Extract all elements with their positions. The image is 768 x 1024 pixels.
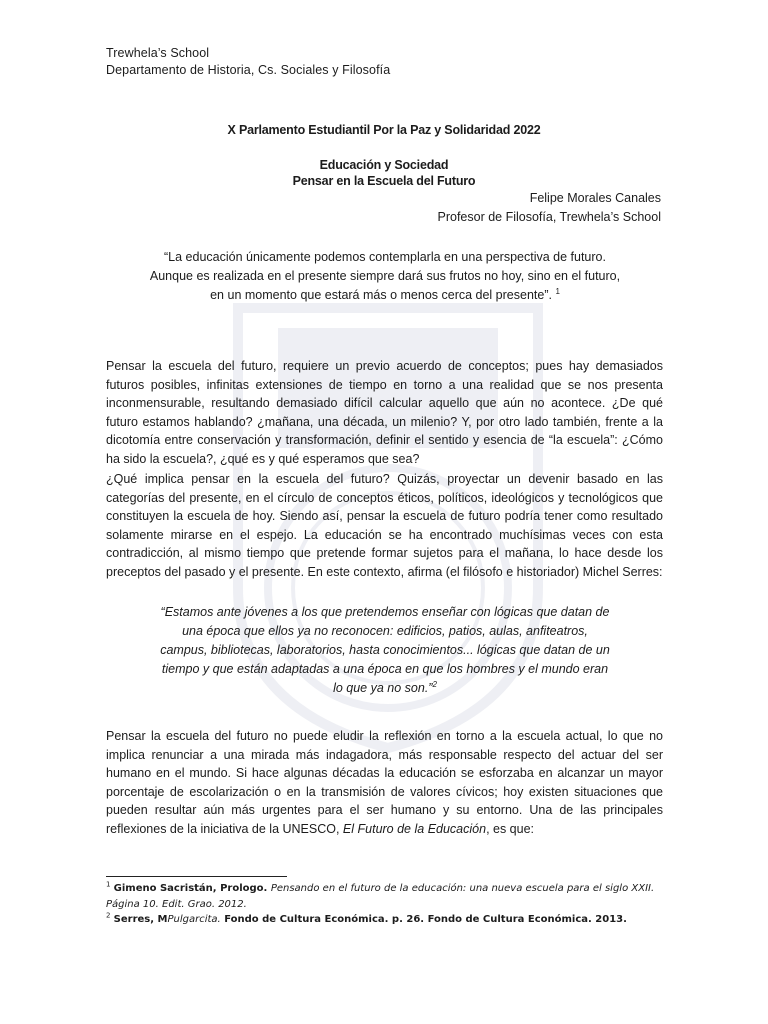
footnote-number: 2 bbox=[106, 911, 111, 920]
document-subtitle bbox=[0, 157, 768, 189]
epigraph-text: “La educación únicamente podemos contemplarla en una perspectiva de futuro. Aunque es realizada en el presente siempre dará sus frutos no hoy, sino en el futuro, en un momento que estará más o menos cerca del presente”. bbox=[149, 250, 621, 302]
document-title: X Parlamento Estudiantil Por la Paz y Solidaridad 2022 bbox=[227, 123, 541, 137]
paragraph-1: Pensar la escuela del futuro, requiere un previo acuerdo de conceptos; pues hay demasiados futuros posibles, infinitas extensiones de tiempo en torno a una realidad que se nos presenta inconmensurable, resultando demasiado difícil calcular aquello que aún no acontece. ¿De qué futuro estamos hablando? ¿mañana, una década, un milenio? Y, por otro lado también, frente a la dicotomía entre conservación y transformación, definir el sentido y esencia de “la escuela”: ¿Cómo ha sido la escuela?, ¿qué es y qué esperamos que sea? bbox=[106, 359, 663, 466]
unesco-work-title: El Futuro de la Educación bbox=[342, 821, 487, 836]
serres-quote-text: “Estamos ante jóvenes a los que pretendemos enseñar con lógicas que datan de una época que ellos ya no reconocen: edificios, patios, aulas, anfiteatros, campus, bibliotecas, laboratorios, hasta conocimientos... lógicas que datan de un tiempo y que están adaptadas a una época en que los hombres y el mundo eran lo que ya no son.” bbox=[160, 605, 610, 695]
paragraph-2: ¿Qué implica pensar en la escuela del futuro? Quizás, proyectar un devenir basado en las categorías del presente, en el círculo de conceptos éticos, políticos, ideológicos y tecnológicos que constituyen la escuela de hoy. Siendo así, pensar la escuela de futuro podría tener como resultado solamente mirarse en el espejo. La educación se ha encontrado muchísimas veces con esta contradicción, al mismo tiempo que pretende formar sujetos para el mañana, lo hace desde los preceptos del pasado y el presente. En este contexto, afirma (el filósofo e historiador) Michel Serres: bbox=[106, 472, 663, 579]
footnote-author: Gimeno Sacristán, Prologo. bbox=[113, 883, 271, 894]
paragraph-3-text: Pensar la escuela del futuro no puede eludir la reflexión en torno a la escuela actual, lo que no implica renunciar a una mirada más indagadora, más responsable respecto del actuar del ser humano en el mundo. Si hace algunas décadas la educación se esforzaba en alcanzar un mayor porcentaje de escolarización o en la transmisión de valores cívicos; hoy existen situaciones que pueden resultar aún más urgentes para el ser humano y su entorno. Una de las principales reflexiones de la iniciativa de la UNESCO, bbox=[106, 729, 663, 836]
footnote-author: Serres, M bbox=[113, 914, 168, 925]
author-name: Felipe Morales Canales bbox=[529, 191, 661, 205]
epigraph-quote bbox=[148, 248, 622, 305]
paragraph-3 bbox=[106, 727, 663, 838]
footnote-source: Fondo de Cultura Económica. p. 26. Fondo de Cultura Económica. 2013. bbox=[220, 914, 627, 925]
footnote-divider bbox=[106, 876, 287, 877]
footnote-ref-2: 2 bbox=[432, 679, 437, 689]
footnotes bbox=[106, 881, 666, 928]
school-header bbox=[106, 45, 390, 79]
school-name: Trewhela’s School bbox=[106, 46, 210, 60]
footnote-work: Pensando en el futuro de la educación: una nueva escuela para el siglo XXII. Página 10. Edit. Grao. 2012. bbox=[106, 883, 655, 910]
serres-quote bbox=[158, 603, 612, 698]
footnote-number: 1 bbox=[106, 880, 111, 889]
footnote-2 bbox=[106, 912, 666, 928]
author-role: Profesor de Filosofía, Trewhela’s School bbox=[437, 210, 661, 224]
footnote-ref-1: 1 bbox=[555, 286, 560, 296]
paragraph-3-end: , es que: bbox=[486, 821, 535, 836]
department-name: Departamento de Historia, Cs. Sociales y Filosofía bbox=[106, 63, 391, 77]
subtitle-line-1: Educación y Sociedad bbox=[319, 158, 449, 172]
footnote-work: Pulgarcita. bbox=[167, 914, 221, 925]
subtitle-line-2: Pensar en la Escuela del Futuro bbox=[292, 174, 476, 188]
footnote-1 bbox=[106, 881, 666, 912]
author-block bbox=[438, 189, 662, 227]
